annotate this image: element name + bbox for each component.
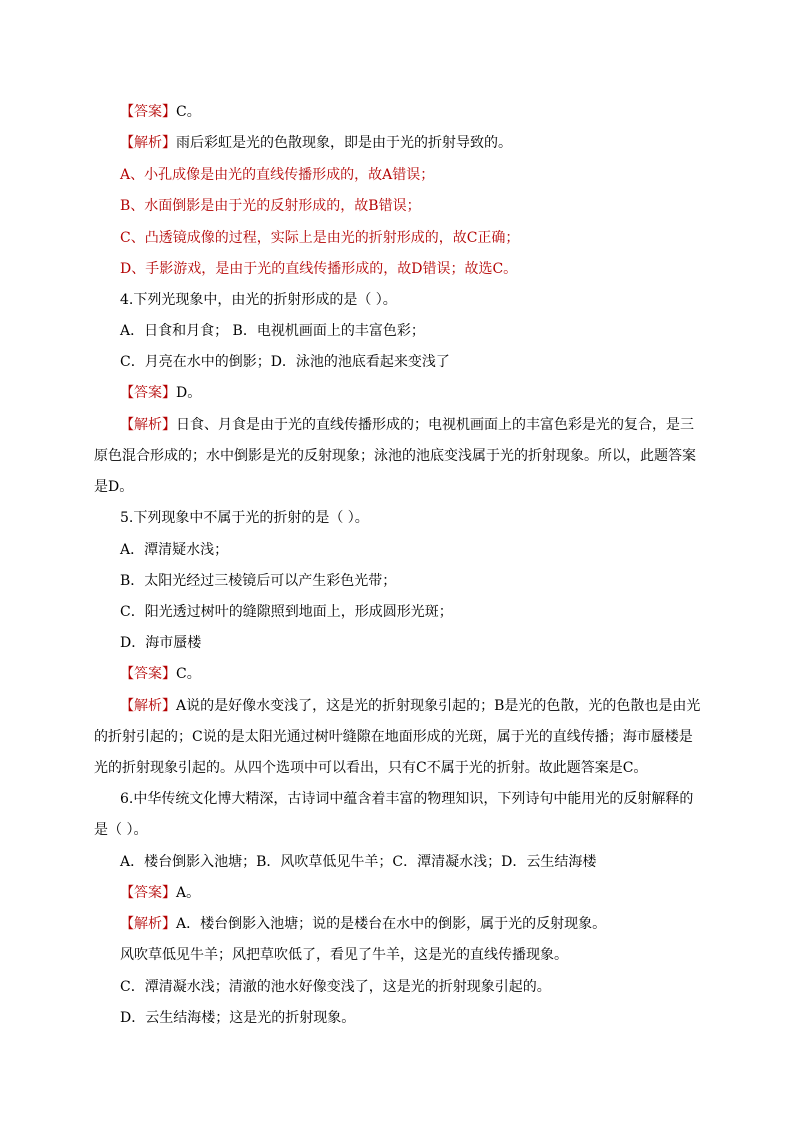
option-explanation: D、手影游戏，是由于光的直线传播形成的，故D错误；故选C。 xyxy=(120,261,518,277)
analysis-tag: 【解析】 xyxy=(120,135,176,151)
option-explanation: A、小孔成像是由光的直线传播形成的，故A错误； xyxy=(120,167,435,183)
answer-text: C。 xyxy=(176,666,201,682)
question-4: 4.下列光现象中，由光的折射形成的是（ ）。 xyxy=(120,292,397,308)
question-option: A．潭清疑水浅； xyxy=(120,542,229,558)
analysis-line xyxy=(120,415,740,435)
analysis-text: 雨后彩虹是光的色散现象，即是由于光的折射导致的。 xyxy=(176,135,512,151)
analysis-text: C．潭清凝水浅；清澈的池水好像变浅了，这是光的折射现象引起的。 xyxy=(120,979,551,995)
analysis-text: 风吹草低见牛羊；风把草吹低了，看见了牛羊，这是光的直线传播现象。 xyxy=(120,947,568,963)
answer-text: A。 xyxy=(176,885,201,901)
answer-line xyxy=(120,664,740,684)
answer-text: C。 xyxy=(176,104,201,120)
question-option: A．楼台倒影入池塘；B．风吹草低见牛羊；C．潭清凝水浅；D．云生结海楼 xyxy=(120,854,597,870)
question-option: C．月亮在水中的倒影；D．泳池的池底看起来变浅了 xyxy=(120,354,450,370)
question-option: B．太阳光经过三棱镜后可以产生彩色光带； xyxy=(120,573,397,589)
analysis-text: A．楼台倒影入池塘；说的是楼台在水中的倒影，属于光的反射现象。 xyxy=(176,916,607,932)
analysis-text: 日食、月食是由于光的直线传播形成的；电视机画面上的丰富色彩是光的复合，是三 xyxy=(176,417,694,433)
answer-line xyxy=(120,383,740,403)
answer-text: D。 xyxy=(176,385,202,401)
analysis-tag: 【解析】 xyxy=(120,417,176,433)
answer-tag: 【答案】 xyxy=(120,666,176,682)
question-6: 是（ ）。 xyxy=(94,822,148,838)
option-explanation: B、水面倒影是由于光的反射形成的，故B错误； xyxy=(120,198,421,214)
question-option: C．阳光透过树叶的缝隙照到地面上，形成圆形光斑； xyxy=(120,604,453,620)
analysis-text: D．云生结海楼；这是光的折射现象。 xyxy=(120,1010,356,1026)
question-option: D．海市蜃楼 xyxy=(120,635,202,651)
option-explanation: C、凸透镜成像的过程，实际上是由光的折射形成的，故C正确； xyxy=(120,230,520,246)
analysis-tag: 【解析】 xyxy=(120,698,176,714)
answer-tag: 【答案】 xyxy=(120,885,176,901)
analysis-line xyxy=(120,696,740,716)
answer-line xyxy=(120,102,740,122)
question-6: 6.中华传统文化博大精深，古诗词中蕴含着丰富的物理知识，下列诗句中能用光的反射解释的 xyxy=(120,791,694,807)
analysis-text: 的折射引起的；C说的是太阳光通过树叶缝隙在地面形成的光斑，属于光的直线传播；海市蜃楼是 xyxy=(94,729,693,745)
question-option: A．日食和月食； B．电视机画面上的丰富色彩； xyxy=(120,323,425,339)
question-5: 5.下列现象中不属于光的折射的是（ ）。 xyxy=(120,510,369,526)
answer-line xyxy=(120,883,740,903)
analysis-text: 是D。 xyxy=(94,479,134,495)
analysis-line xyxy=(120,914,740,934)
analysis-text: 原色混合形成的；水中倒影是光的反射现象；泳池的池底变浅属于光的折射现象。所以，此题答案 xyxy=(94,448,696,464)
analysis-text: A说的是好像水变浅了，这是光的折射现象引起的；B是光的色散，光的色散也是由光 xyxy=(176,698,701,714)
analysis-text: 光的折射现象引起的。从四个选项中可以看出，只有C不属于光的折射。故此题答案是C。 xyxy=(94,760,648,776)
analysis-tag: 【解析】 xyxy=(120,916,176,932)
answer-tag: 【答案】 xyxy=(120,104,176,120)
answer-tag: 【答案】 xyxy=(120,385,176,401)
analysis-line xyxy=(120,133,740,153)
